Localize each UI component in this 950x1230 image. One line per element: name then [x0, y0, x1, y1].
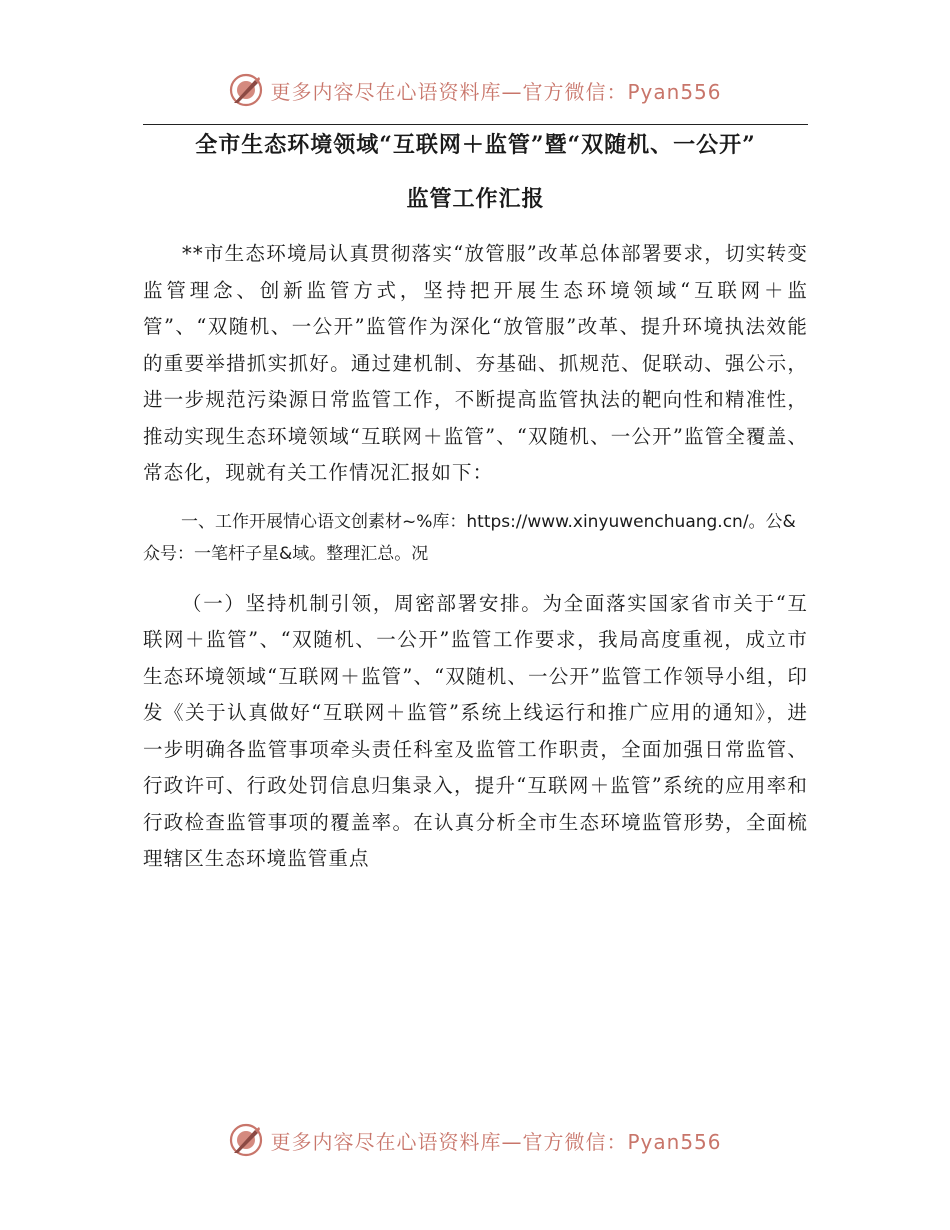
intro-paragraph: **市生态环境局认真贯彻落实“放管服”改革总体部署要求，切实转变监管理念、创新监管方式，坚持把开展生态环境领域“互联网＋监管”、“双随机、一公开”监管作为深化“放管服”改革、提升环境执法效能的重要举措抓实抓好。通过建机制、夯基础、抓规范、促联动、强公示，进一步规范污染源日常监管工作，不断提高监管执法的靶向性和精准性，推动实现生态环境领域“互联网＋监管”、“双随机、一公开”监管全覆盖、常态化，现就有关工作情况汇报如下：: [143, 242, 808, 484]
footer-watermark-banner: [0, 1120, 950, 1160]
document-title-line1: 全市生态环境领域“互联网＋监管”暨“双随机、一公开”: [195, 132, 756, 158]
section-heading-1: [143, 506, 808, 570]
section1-line2: 众号：一笔杆子星&域。整理汇总。况: [143, 543, 429, 564]
banner-text: 更多内容尽在心语资料库—官方微信：Pyan556: [270, 1129, 722, 1154]
header-watermark-banner: [0, 70, 950, 110]
subsection-paragraph-1: （一）坚持机制引领，周密部署安排。为全面落实国家省市关于“互联网＋监管”、“双随机、一公开”监管工作要求，我局高度重视，成立市生态环境领域“互联网＋监管”、“双随机、一公开”监管工作领导小组，印发《关于认真做好“互联网＋监管”系统上线运行和推广应用的通知》，进一步明确各监管事项牵头责任科室及监管工作职责，全面加强日常监管、行政许可、行政处罚信息归集录入，提升“互联网＋监管”系统的应用率和行政检查监管事项的覆盖率。在认真分析全市生态环境监管形势，全面梳理辖区生态环境监管重点: [143, 591, 808, 870]
banner-text: 更多内容尽在心语资料库—官方微信：Pyan556: [270, 79, 722, 104]
quill-logo-icon: [228, 1122, 264, 1158]
section1-line1: 一、工作开展情心语文创素材~%库：https://www.xinyuwenchuang.cn/。公&: [181, 511, 796, 532]
header-rule: [143, 124, 808, 125]
document-body: [143, 236, 808, 878]
quill-logo-icon: [228, 72, 264, 108]
document-title-line2: 监管工作汇报: [406, 186, 545, 212]
